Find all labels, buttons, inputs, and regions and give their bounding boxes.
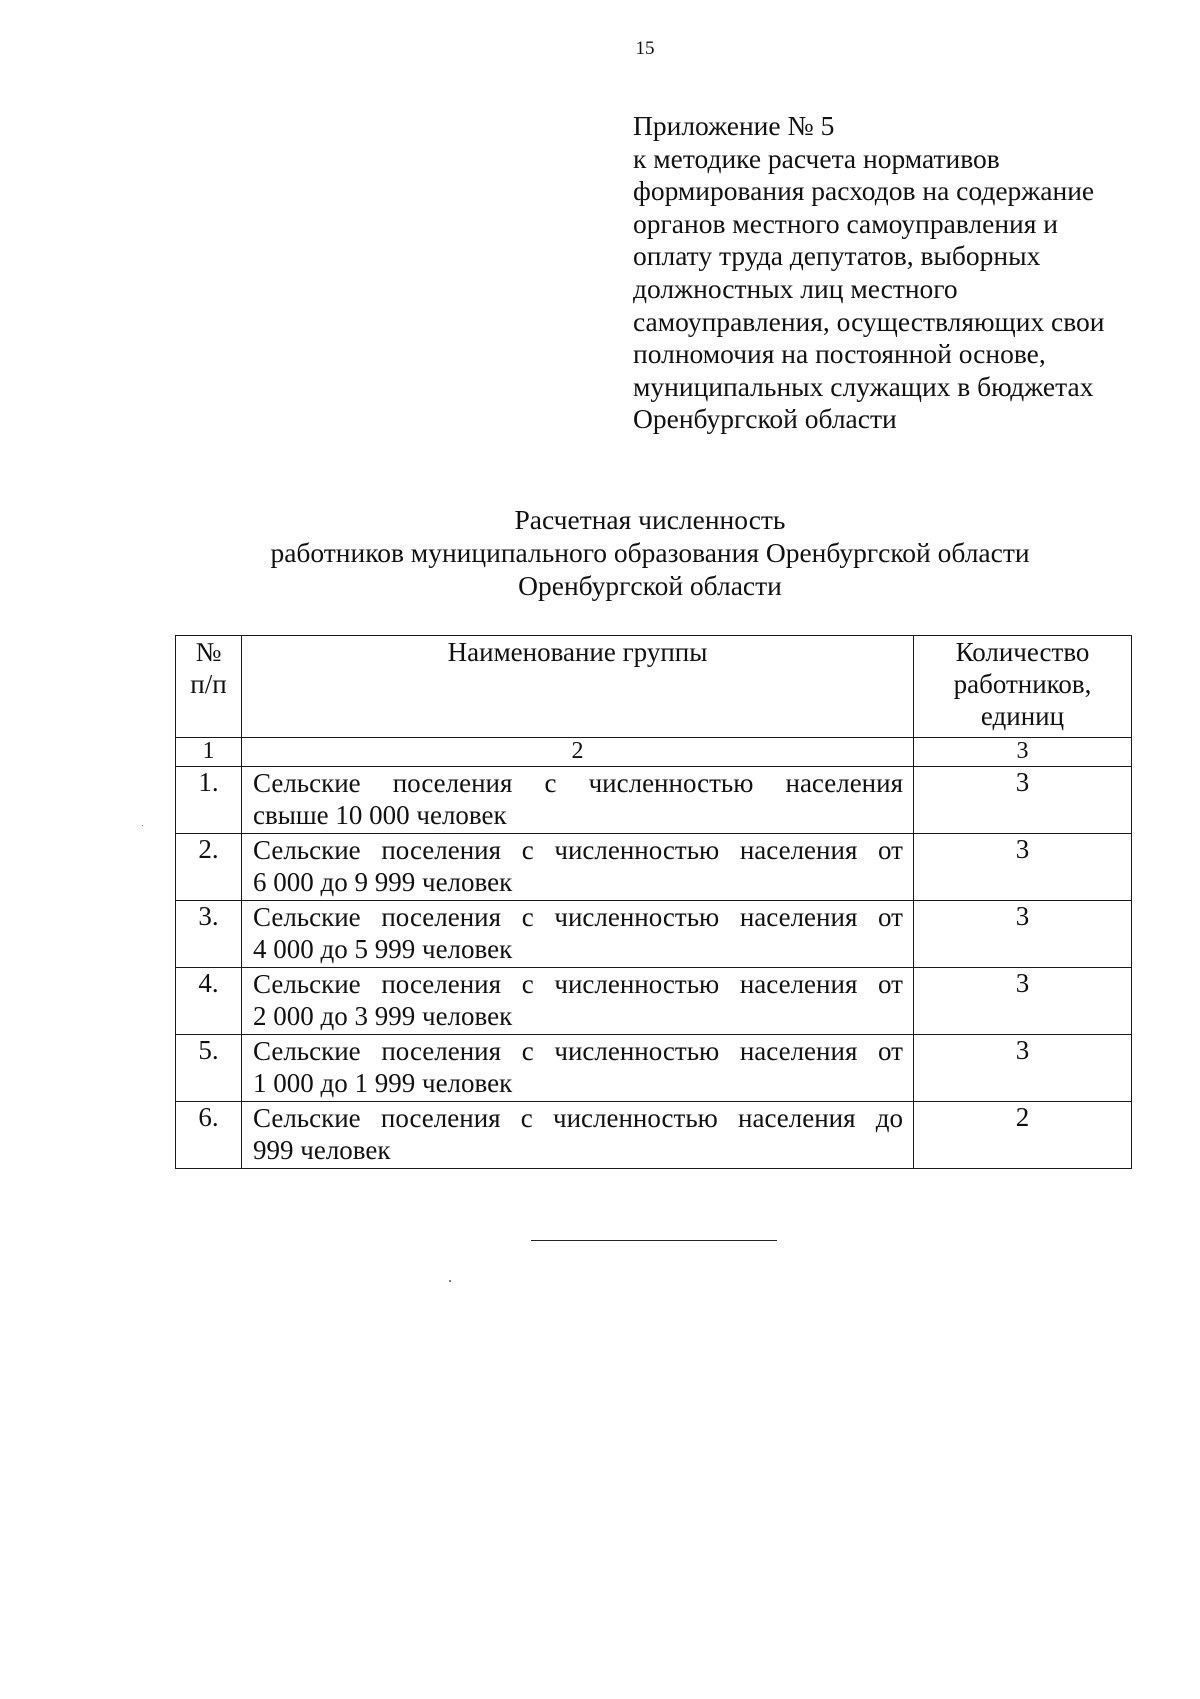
row-name-line: Сельские поселения с численностью населения <box>253 768 903 798</box>
header-quantity-line: Количество <box>955 637 1090 667</box>
row-group-name <box>242 767 914 834</box>
row-quantity: 3 <box>914 834 1132 901</box>
row-name-line: 999 человек <box>253 1135 391 1165</box>
appendix-line: к методике расчета нормативов <box>633 142 1000 174</box>
appendix-line: органов местного самоуправления и <box>633 207 1059 239</box>
title-line: работников муниципального образования Оренбургской области <box>270 537 1030 568</box>
closing-divider <box>531 1240 777 1241</box>
column-index: 1 <box>176 738 242 767</box>
table-header-row <box>176 636 1132 738</box>
table-row <box>176 1102 1132 1169</box>
title-line: Оренбургской области <box>518 570 782 601</box>
row-group-name <box>242 1102 914 1169</box>
row-quantity: 3 <box>914 767 1132 834</box>
staff-count-table <box>175 635 1132 1169</box>
column-index-row <box>176 738 1132 767</box>
row-quantity: 3 <box>914 901 1132 968</box>
column-index: 2 <box>242 738 914 767</box>
header-number-line: п/п <box>190 669 227 699</box>
row-name-line: свыше 10 000 человек <box>253 800 507 830</box>
row-group-name <box>242 901 914 968</box>
row-name-line: 2 000 до 3 999 человек <box>253 1001 513 1031</box>
row-name-line: Сельские поселения с численностью населения от <box>253 1036 903 1066</box>
appendix-note <box>633 110 1173 436</box>
appendix-line: оплату труда депутатов, выборных <box>633 240 1041 272</box>
row-group-name <box>242 1035 914 1102</box>
table-row <box>176 968 1132 1035</box>
appendix-line: самоуправления, осуществляющих свои <box>633 305 1105 337</box>
row-number: 6. <box>176 1102 242 1169</box>
appendix-line: Приложение № 5 <box>633 110 835 141</box>
table-row <box>176 901 1132 968</box>
appendix-line: должностных лиц местного <box>633 272 958 304</box>
document-title <box>200 503 1100 602</box>
title-line: Расчетная численность <box>514 504 786 535</box>
row-group-name <box>242 968 914 1035</box>
scan-speck <box>449 1280 451 1282</box>
table-row <box>176 767 1132 834</box>
header-quantity-line: единиц <box>980 701 1065 731</box>
column-index: 3 <box>914 738 1132 767</box>
row-group-name <box>242 834 914 901</box>
appendix-line: Оренбургской области <box>633 403 897 435</box>
header-group-name: Наименование группы <box>242 636 914 738</box>
header-quantity-line: работников, <box>953 669 1092 699</box>
page-number: 15 <box>635 38 655 59</box>
row-number: 5. <box>176 1035 242 1102</box>
scan-speck <box>142 825 143 826</box>
appendix-line: полномочия на постоянной основе, <box>633 338 1046 370</box>
row-name-line: 6 000 до 9 999 человек <box>253 867 513 897</box>
row-name-line: Сельские поселения с численностью населения от <box>253 902 903 932</box>
row-name-line: 4 000 до 5 999 человек <box>253 934 513 964</box>
row-quantity: 3 <box>914 1035 1132 1102</box>
row-name-line: Сельские поселения с численностью населения от <box>253 835 903 865</box>
row-number: 4. <box>176 968 242 1035</box>
row-number: 3. <box>176 901 242 968</box>
row-name-line: Сельские поселения с численностью населения до <box>253 1103 903 1133</box>
appendix-line: формирования расходов на содержание <box>633 175 1095 207</box>
row-name-line: Сельские поселения с численностью населения от <box>253 969 903 999</box>
table-row <box>176 1035 1132 1102</box>
row-name-line: 1 000 до 1 999 человек <box>253 1068 513 1098</box>
appendix-line: муниципальных служащих в бюджетах <box>633 370 1094 402</box>
row-quantity: 3 <box>914 968 1132 1035</box>
header-quantity <box>914 636 1132 738</box>
row-number: 1. <box>176 767 242 834</box>
row-quantity: 2 <box>914 1102 1132 1169</box>
header-number-line: № <box>195 637 222 667</box>
row-number: 2. <box>176 834 242 901</box>
table-row <box>176 834 1132 901</box>
header-number <box>176 636 242 738</box>
